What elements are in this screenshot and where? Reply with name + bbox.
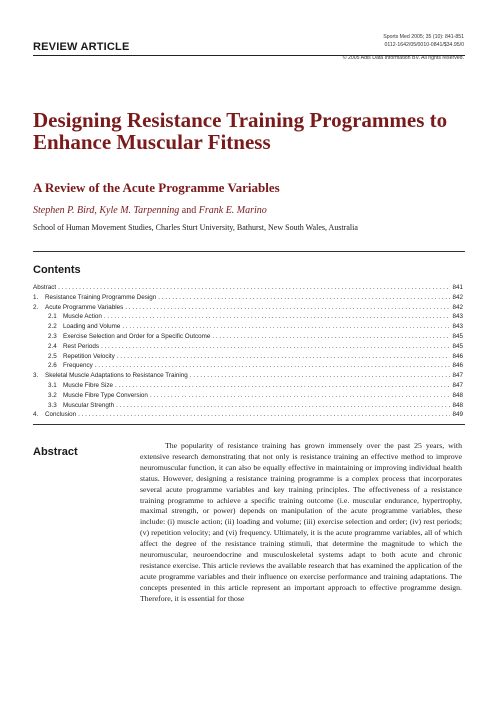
toc-entry-title	[48, 361, 93, 371]
contents-heading: Contents	[33, 264, 81, 276]
author-conjunction: and	[181, 205, 197, 216]
abstract-heading: Abstract	[33, 446, 78, 458]
toc-entry[interactable]	[33, 381, 463, 391]
toc-entry-title	[33, 293, 156, 303]
toc-page-number: 845	[452, 332, 463, 340]
toc-entry[interactable]	[33, 293, 463, 303]
toc-entry-number: 2.6	[48, 362, 57, 370]
toc-entry[interactable]	[33, 371, 463, 381]
journal-issn: 0112-1642/05/0010-0841/$34.95/0	[384, 41, 464, 48]
toc-entry-label: Exercise Selection and Order for a Specific Outcome	[63, 332, 211, 340]
toc-entry[interactable]	[33, 322, 463, 332]
toc-entry-label: Abstract	[33, 284, 57, 291]
toc-entry-number: 2.	[33, 303, 39, 311]
toc-entry-title	[48, 401, 114, 411]
toc-entry-number: 3.1	[48, 381, 57, 389]
toc-entry-title	[33, 410, 76, 420]
toc-entry-label: Muscular Strength	[63, 401, 115, 409]
toc-page-number: 842	[452, 293, 463, 301]
journal-info	[343, 34, 464, 63]
toc-entry-number: 2.3	[48, 332, 57, 340]
toc-entry-number: 3.	[33, 372, 39, 380]
toc-page-number: 845	[452, 342, 463, 350]
toc-page-number: 843	[452, 313, 463, 321]
toc-entry-number: 2.1	[48, 313, 57, 321]
abstract-paragraph: The popularity of resistance training has grown immensely over the past 25 years, with extensive research demonstrating that not only is resistance training an effective method to improve neuromuscular function, it can also be equally effective in maintaining or improving individual health status. However, designing a resistance training programme is a complex process that incorporates several acute programme variables and key training principles. The effectiveness of a resistance training programme to achieve a specific training outcome (i.e. muscular endurance, hypertrophy, maximal strength, or power) depends on manipulation of the acute programme variables, these include: (i) muscle action; (ii) loading and volume; (iii) exercise selection and order; (iv) rest periods; (v) repetition velocity; and (vi) frequency. Ultimately, it is the acute programme variables, all of which affect the degree of the resistance training stimuli, that determine the magnitude to which the neuromuscular, neuroendocrine and musculoskeletal systems adapt to both acute and chronic resistance exercise. This article reviews the available research that has examined the application of the acute programme variables and their influence on exercise performance and training adaptations. The concepts presented in this article represent an important approach to effective programme design. Therefore, it is essential for those	[140, 441, 462, 603]
toc-entry-number: 1.	[33, 293, 39, 301]
toc-entry-title	[48, 381, 113, 391]
toc-entry-title	[48, 391, 148, 401]
toc-entry-title	[48, 352, 115, 362]
toc-entry-label: Loading and Volume	[63, 323, 121, 331]
affiliation: School of Human Movement Studies, Charles Sturt University, Bathurst, New South Wales, Australia	[33, 223, 358, 232]
toc-leader-dots	[115, 381, 450, 391]
toc-leader-dots	[125, 303, 450, 313]
toc-leader-dots	[150, 391, 451, 401]
toc-leader-dots	[158, 293, 450, 303]
toc-leader-dots	[122, 322, 450, 332]
toc-entry[interactable]	[33, 283, 463, 293]
toc-entry[interactable]	[33, 332, 463, 342]
toc-entry-number: 3.3	[48, 401, 57, 409]
copyright-notice: © 2005 Adis Data Information BV. All rights reserved.	[342, 55, 464, 61]
toc-entry-label: Acute Programme Variables	[45, 303, 124, 311]
toc-page-number: 842	[452, 303, 463, 311]
toc-page-number: 849	[452, 411, 463, 419]
toc-leader-dots	[101, 342, 450, 352]
article-title: Designing Resistance Training Programmes to Enhance Muscular Fitness	[33, 108, 448, 154]
toc-page-number: 843	[452, 323, 463, 331]
toc-page-number: 847	[452, 381, 463, 389]
contents-divider-bottom	[33, 424, 465, 425]
toc-entry-title	[48, 342, 99, 352]
author-name-last: Frank E. Marino	[198, 205, 267, 216]
toc-page-number: 847	[452, 372, 463, 380]
toc-entry[interactable]	[33, 342, 463, 352]
toc-leader-dots	[190, 371, 451, 381]
toc-entry-title	[33, 283, 56, 293]
toc-entry-title	[48, 312, 102, 322]
toc-entry-title	[33, 303, 123, 313]
toc-entry-title	[48, 322, 120, 332]
toc-leader-dots	[95, 361, 451, 371]
toc-entry[interactable]	[33, 352, 463, 362]
toc-page-number: 848	[452, 391, 463, 399]
toc-entry-label: Conclusion	[45, 411, 77, 419]
author-list	[33, 205, 267, 216]
toc-leader-dots	[117, 352, 451, 362]
toc-entry-label: Skeletal Muscle Adaptations to Resistance Training	[45, 372, 188, 380]
toc-entry-number: 2.5	[48, 352, 57, 360]
toc-entry-label: Repetition Velocity	[63, 352, 115, 360]
toc-entry-label: Muscle Fibre Size	[63, 381, 114, 389]
toc-entry[interactable]	[33, 410, 463, 420]
toc-entry[interactable]	[33, 303, 463, 313]
toc-page-number: 841	[452, 284, 463, 291]
toc-entry[interactable]	[33, 391, 463, 401]
toc-entry-number: 3.2	[48, 391, 57, 399]
table-of-contents	[33, 283, 463, 420]
toc-leader-dots	[58, 283, 450, 293]
toc-entry-label: Muscle Fibre Type Conversion	[63, 391, 148, 399]
toc-leader-dots	[78, 410, 450, 420]
toc-entry-label: Frequency	[63, 362, 93, 370]
toc-entry-number: 2.4	[48, 342, 57, 350]
toc-entry-label: Muscle Action	[63, 313, 102, 321]
toc-page-number: 846	[452, 362, 463, 370]
toc-page-number: 846	[452, 352, 463, 360]
toc-entry-title	[48, 332, 210, 342]
toc-entry[interactable]	[33, 312, 463, 322]
toc-entry-label: Rest Periods	[63, 342, 100, 350]
toc-page-number: 848	[452, 401, 463, 409]
journal-citation: Sports Med 2005; 35 (10): 841-851	[383, 34, 464, 40]
toc-entry-label: Resistance Training Programme Design	[45, 293, 157, 301]
section-label: REVIEW ARTICLE	[33, 41, 130, 53]
contents-divider-top	[33, 251, 465, 252]
author-names: Stephen P. Bird, Kyle M. Tarpenning	[33, 205, 180, 216]
abstract-body	[140, 441, 462, 605]
toc-entry[interactable]	[33, 401, 463, 411]
toc-entry[interactable]	[33, 361, 463, 371]
toc-entry-title	[33, 371, 188, 381]
toc-entry-number: 2.2	[48, 323, 57, 331]
article-subtitle: A Review of the Acute Programme Variables	[33, 180, 280, 195]
toc-leader-dots	[104, 312, 451, 322]
toc-leader-dots	[116, 401, 450, 411]
toc-entry-number: 4.	[33, 411, 39, 419]
toc-leader-dots	[212, 332, 450, 342]
